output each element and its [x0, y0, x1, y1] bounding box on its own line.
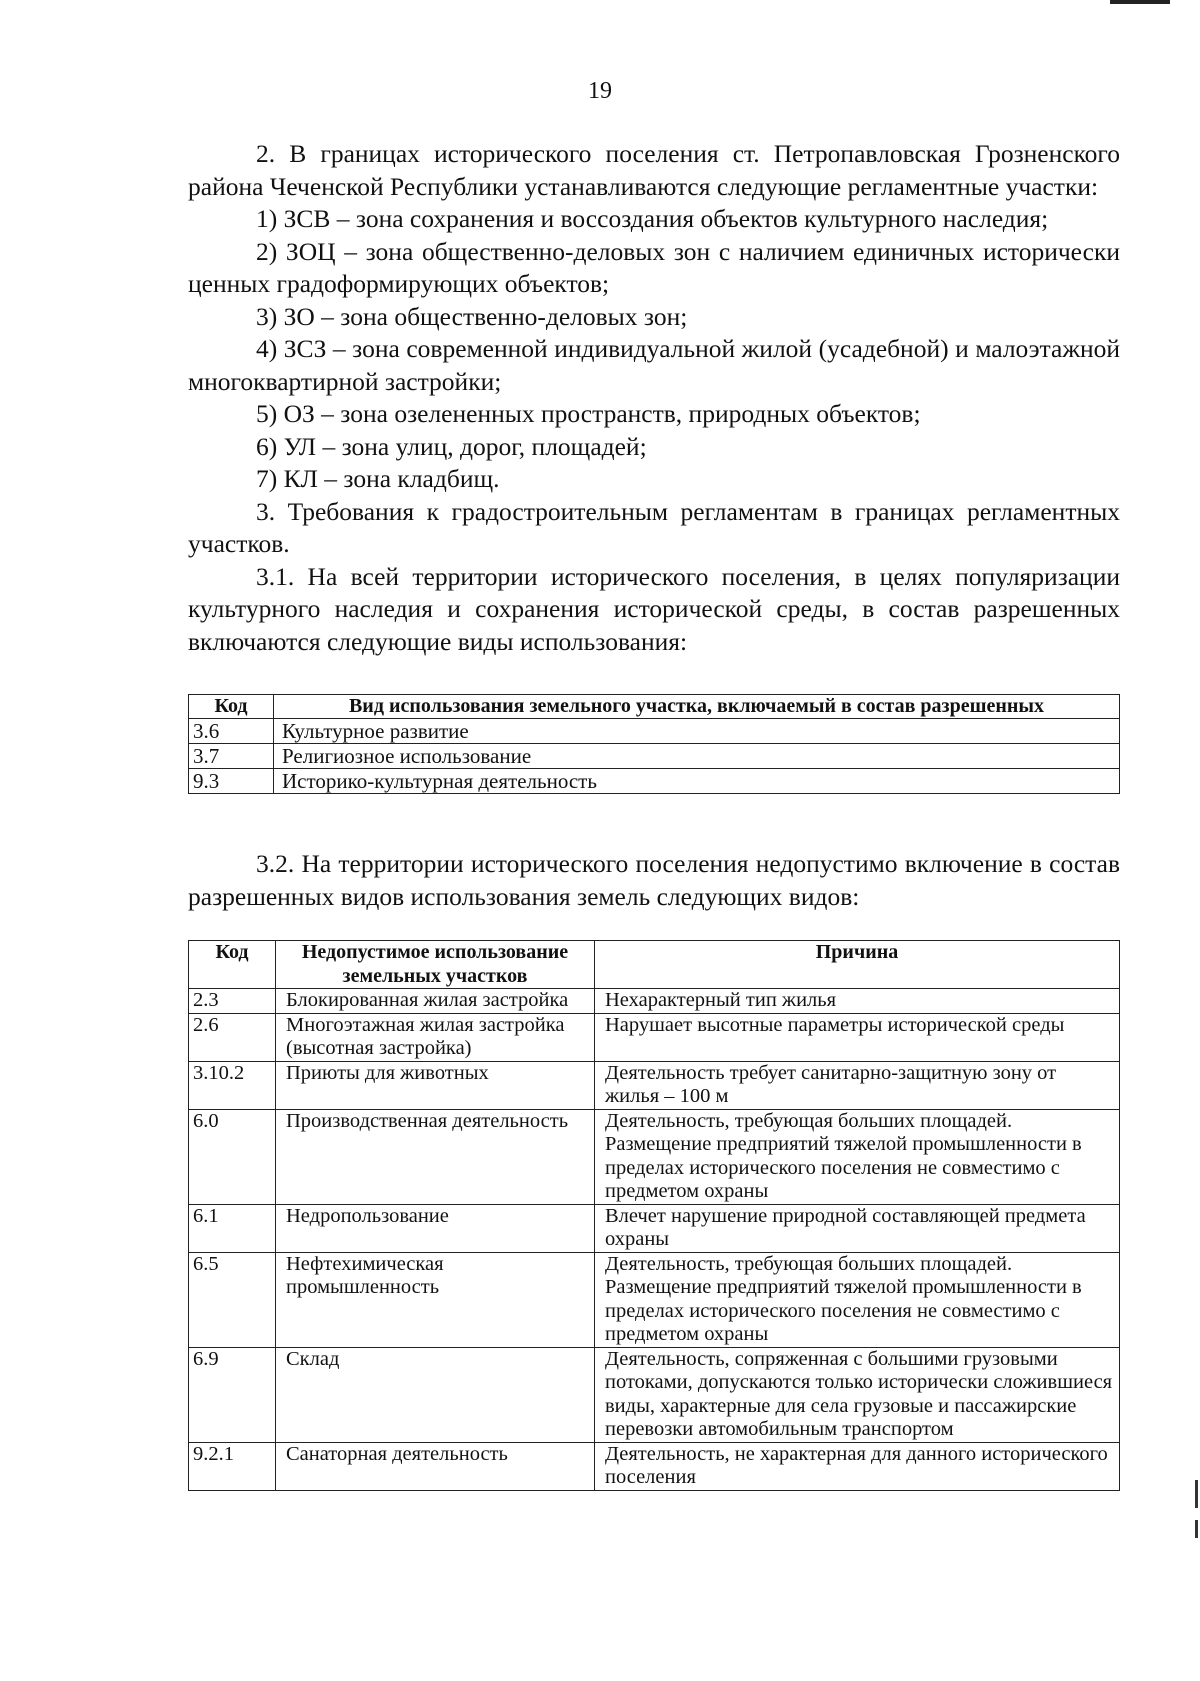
- table-row: [189, 989, 1120, 1014]
- reason-cell: Влечет нарушение природной составляющей предмета охраны: [595, 1204, 1120, 1252]
- table-row: [189, 1347, 1120, 1442]
- use-cell: Культурное развитие: [274, 719, 1120, 744]
- code-cell: 2.3: [189, 989, 276, 1014]
- use-cell: Историко-культурная деятельность: [274, 769, 1120, 794]
- paragraph-3-2: 3.2. На территории исторического поселения недопустимо включение в состав разрешенных видов использования земель следующих видов:: [188, 849, 1120, 911]
- list-item-ul: 6) УЛ – зона улиц, дорог, площадей;: [256, 431, 647, 461]
- prohibited-use-cell: Блокированная жилая застройка: [276, 989, 595, 1014]
- prohibited-uses-table: [188, 940, 1120, 1491]
- table-row: [189, 769, 1120, 794]
- list-item-kl: 7) КЛ – зона кладбищ.: [256, 464, 500, 493]
- list-item-oz: 5) ОЗ – зона озелененных пространств, природных объектов;: [256, 399, 921, 428]
- table-row: [189, 1204, 1120, 1252]
- table-row: [189, 1442, 1120, 1490]
- prohibited-use-cell: Производственная деятельность: [276, 1109, 595, 1204]
- table-row: [189, 719, 1120, 744]
- prohibited-use-cell: Склад: [276, 1347, 595, 1442]
- code-cell: 9.2.1: [189, 1442, 276, 1490]
- reason-cell: Деятельность, требующая больших площадей. Размещение предприятий тяжелой промышленности в пределах исторического поселения не совместимо с предметом охраны: [595, 1252, 1120, 1347]
- code-cell: 3.10.2: [189, 1061, 276, 1109]
- code-cell: 2.6: [189, 1013, 276, 1061]
- list-item-zo: 3) ЗО – зона общественно-деловых зон;: [256, 301, 688, 331]
- reason-cell: Деятельность требует санитарно-защитную зону от жилья – 100 м: [595, 1061, 1120, 1109]
- code-cell: 9.3: [189, 769, 274, 794]
- column-header-reason: Причина: [595, 941, 1120, 989]
- scan-edge-mark: [1195, 1520, 1198, 1538]
- column-header-prohibited-use: Недопустимое использование земельных участков: [276, 941, 595, 989]
- list-item-zsz: 4) ЗСЗ – зона современной индивидуальной жилой (усадебной) и малоэтажной многоквартирной застройки;: [188, 334, 1120, 396]
- reason-cell: Деятельность, не характерная для данного исторического поселения: [595, 1442, 1120, 1490]
- code-cell: 6.9: [189, 1347, 276, 1442]
- paragraph-3: 3. Требования к градостроительным регламентам в границах регламентных участков.: [188, 496, 1120, 558]
- document-body: [188, 138, 1120, 658]
- prohibited-use-cell: Санаторная деятельность: [276, 1442, 595, 1490]
- use-cell: Религиозное использование: [274, 744, 1120, 769]
- table-row: [189, 744, 1120, 769]
- table-header-row: [189, 695, 1120, 719]
- table-row: [189, 1013, 1120, 1061]
- table-header-row: [189, 941, 1120, 989]
- prohibited-use-cell: Многоэтажная жилая застройка (высотная застройка): [276, 1013, 595, 1061]
- code-cell: 6.1: [189, 1204, 276, 1252]
- reason-cell: Нехарактерный тип жилья: [595, 989, 1120, 1014]
- code-cell: 6.5: [189, 1252, 276, 1347]
- reason-cell: Деятельность, сопряженная с большими грузовыми потоками, допускаются только исторически сложившиеся виды, характерные для села грузовые и пассажирские перевозки автомобильным транспортом: [595, 1347, 1120, 1442]
- list-item-zsv: 1) ЗСВ – зона сохранения и воссоздания объектов культурного наследия;: [256, 204, 1049, 233]
- page-number: 19: [588, 78, 612, 104]
- reason-cell: Деятельность, требующая больших площадей. Размещение предприятий тяжелой промышленности в пределах исторического поселения не совместимо с предметом охраны: [595, 1109, 1120, 1204]
- prohibited-use-cell: Приюты для животных: [276, 1061, 595, 1109]
- code-cell: 3.7: [189, 744, 274, 769]
- column-header-code: Код: [189, 695, 274, 719]
- prohibited-use-cell: Нефтехимическая промышленность: [276, 1252, 595, 1347]
- column-header-use: Вид использования земельного участка, включаемый в состав разрешенных: [274, 695, 1120, 719]
- paragraph-3-1: 3.1. На всей территории исторического поселения, в целях популяризации культурного наследия и сохранения исторической среды, в состав разрешенных включаются следующие виды использования:: [188, 561, 1120, 656]
- paragraph-2: 2. В границах исторического поселения ст. Петропавловская Грозненского района Чеченской Республики устанавливаются следующие регламентные участки:: [188, 139, 1120, 201]
- column-header-code: Код: [189, 941, 276, 989]
- table-row: [189, 1061, 1120, 1109]
- allowed-uses-table: [188, 694, 1120, 794]
- list-item-zoc: 2) ЗОЦ – зона общественно-деловых зон с наличием единичных исторически ценных градоформирующих объектов;: [188, 236, 1120, 298]
- code-cell: 3.6: [189, 719, 274, 744]
- document-body-continued: [188, 848, 1120, 913]
- table-row: [189, 1252, 1120, 1347]
- scan-edge-mark: [1195, 1480, 1198, 1508]
- reason-cell: Нарушает высотные параметры исторической среды: [595, 1013, 1120, 1061]
- code-cell: 6.0: [189, 1109, 276, 1204]
- table-row: [189, 1109, 1120, 1204]
- scan-edge-mark: [1110, 0, 1170, 4]
- prohibited-use-cell: Недропользование: [276, 1204, 595, 1252]
